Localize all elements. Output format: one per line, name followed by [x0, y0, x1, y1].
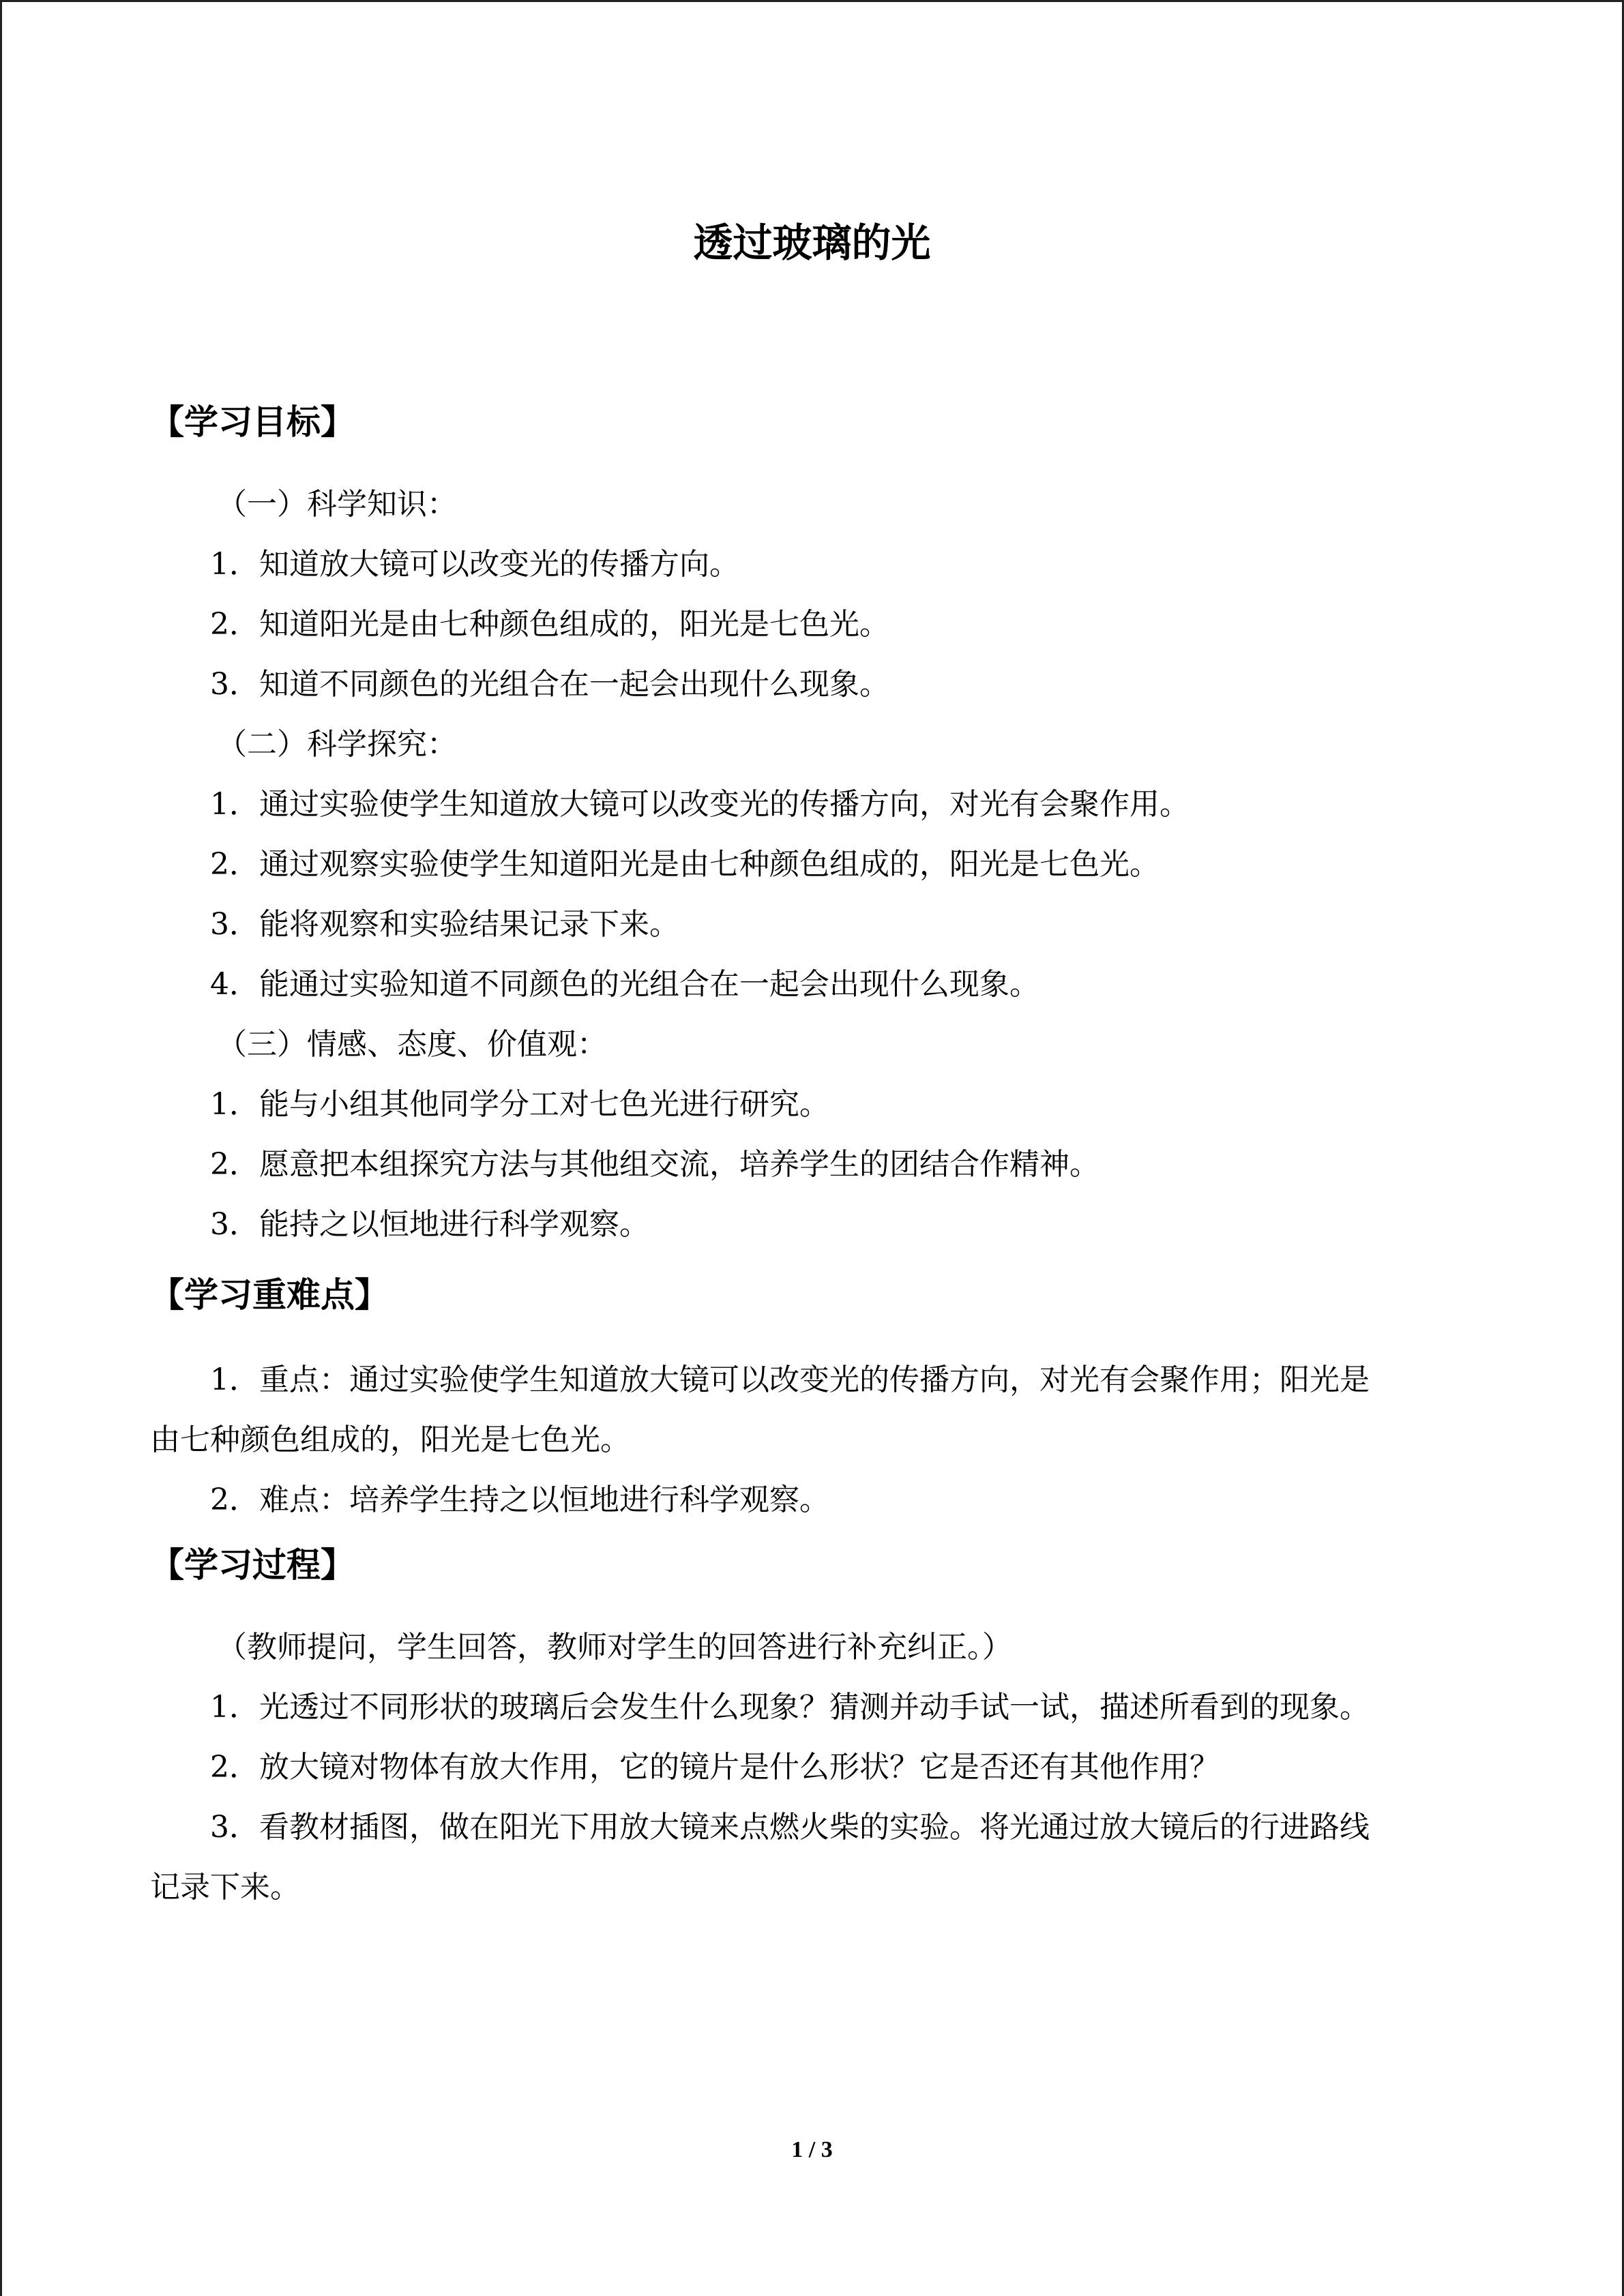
goals-line: 2．知道阳光是由七种颜色组成的，阳光是七色光。: [210, 607, 889, 642]
goals-line: 1．知道放大镜可以改变光的传播方向。: [210, 547, 739, 582]
goals-line: （一）科学知识：: [217, 487, 457, 522]
goals-line: 1．通过实验使学生知道放大镜可以改变光的传播方向，对光有会聚作用。: [210, 787, 1190, 822]
goals-line: （三）情感、态度、价值观：: [217, 1027, 607, 1062]
process-line: （教师提问，学生回答，教师对学生的回答进行补充纠正。）: [217, 1630, 1012, 1665]
keypoints-line: 由七种颜色组成的，阳光是七色光。: [150, 1422, 630, 1457]
section-heading-keypoints: 【学习重难点】: [150, 1275, 389, 1315]
process-line: 2．放大镜对物体有放大作用，它的镜片是什么形状？它是否还有其他作用？: [210, 1750, 1220, 1785]
page-number: 1 / 3: [791, 2137, 833, 2162]
goals-line: （二）科学探究：: [217, 727, 457, 762]
goals-line: 2．通过观察实验使学生知道阳光是由七种颜色组成的，阳光是七色光。: [210, 847, 1160, 882]
keypoints-line: 1．重点：通过实验使学生知道放大镜可以改变光的传播方向，对光有会聚作用；阳光是: [210, 1362, 1370, 1397]
goals-line: 1．能与小组其他同学分工对七色光进行研究。: [210, 1087, 829, 1122]
document-title: 透过玻璃的光: [693, 220, 931, 266]
goals-line: 3．知道不同颜色的光组合在一起会出现什么现象。: [210, 667, 889, 702]
goals-line: 4．能通过实验知道不同颜色的光组合在一起会出现什么现象。: [210, 967, 1039, 1002]
goals-line: 2．愿意把本组探究方法与其他组交流，培养学生的团结合作精神。: [210, 1147, 1099, 1182]
section-heading-process: 【学习过程】: [150, 1545, 355, 1585]
keypoints-line: 2．难点：培养学生持之以恒地进行科学观察。: [210, 1482, 829, 1517]
section-heading-goals: 【学习目标】: [150, 402, 355, 442]
goals-line: 3．能持之以恒地进行科学观察。: [210, 1207, 649, 1242]
process-line: 3．看教材插图，做在阳光下用放大镜来点燃火柴的实验。将光通过放大镜后的行进路线: [210, 1810, 1370, 1845]
process-line: 1．光透过不同形状的玻璃后会发生什么现象？猜测并动手试一试，描述所看到的现象。: [210, 1690, 1370, 1725]
goals-line: 3．能将观察和实验结果记录下来。: [210, 907, 679, 942]
process-line: 记录下来。: [150, 1870, 300, 1905]
